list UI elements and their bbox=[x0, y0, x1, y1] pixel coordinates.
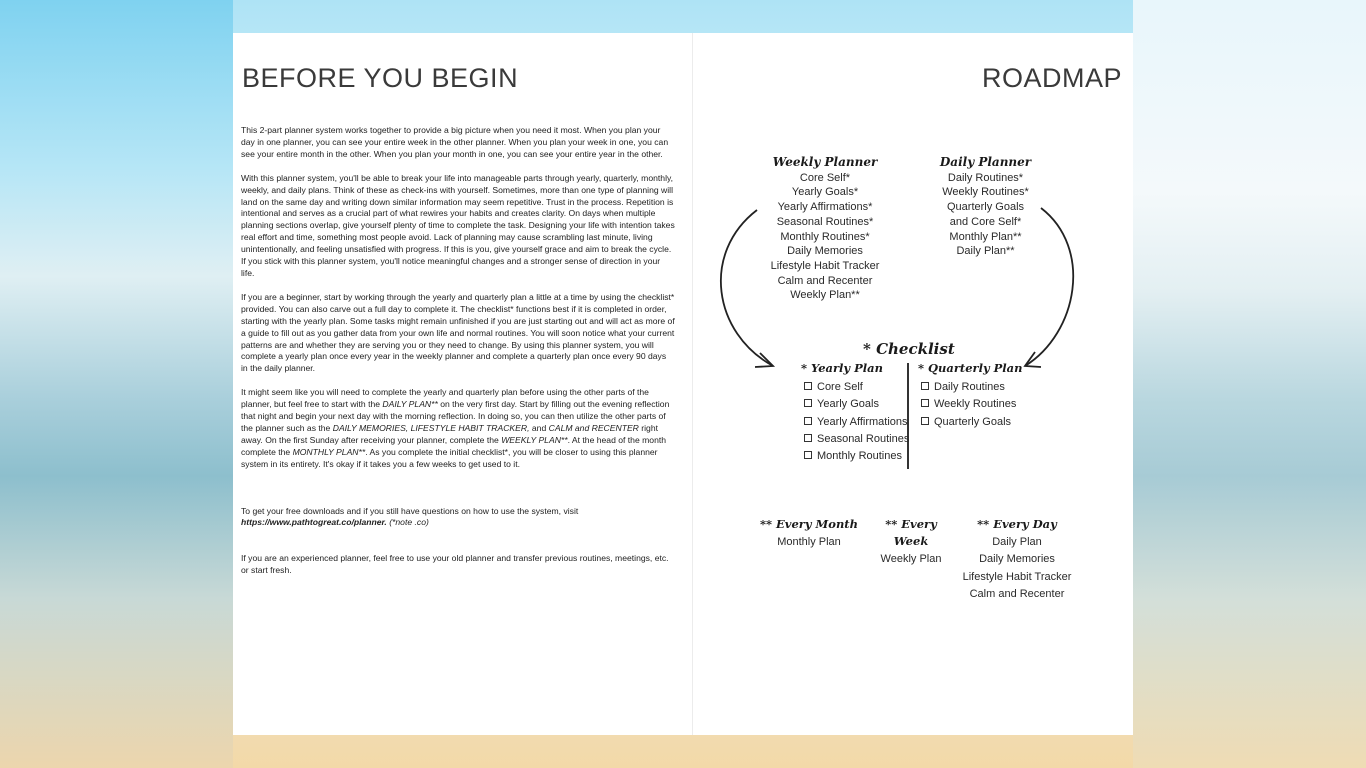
list-item: Daily Plan bbox=[992, 536, 1042, 549]
list-item: Weekly Plan bbox=[880, 553, 942, 566]
paragraph-start: It might seem like you will need to complete the yearly and quarterly plan before using the other parts of the planner, but feel free to start with the DAILY PLAN** on the very first day. Start by filling out the evening reflection that night and begin your next day with the morning reflection. In doing so, you can then utilize the other parts of the planner such as the DAILY MEMORIES, LIFESTYLE HABIT TRACKER, and CALM and RECENTER right away. On the first Sunday after receiving your planner, complete the WEEKLY PLAN**. At the head of the month complete the MONTHLY PLAN**. As you complete the initial checklist*, you will be closer to using this planner system in its entirety. It's okay if it takes you a few weeks to get used to it. bbox=[241, 387, 670, 469]
weekly-planner-column bbox=[753, 155, 897, 303]
quarterly-plan-heading: * Quarterly Plan bbox=[918, 361, 1023, 375]
paragraph-beginner: If you are a beginner, start by working through the yearly and quarterly plan a little at a time by using the checklist* provided. You can also carve out a full day to complete it. The checklist* functions best if it is completed in order, starting with the yearly plan. Some tasks might remain unfinished if you are just starting out and will act as more of a guide to fill out as you gather data from your own life and normal routines. You will soon notice what your current patterns are and whether they are serving you or they need to change. By using this planner system, you will complete a yearly plan once every year in the weekly planner and complete a quarterly plan once every 90 days in the daily planner. bbox=[241, 291, 675, 374]
paragraph-downloads: To get your free downloads and if you still have questions on how to use the system, visit https://www.pathtogreat.co/planner. (*note .co) bbox=[241, 505, 579, 528]
list-item: Calm and Recenter bbox=[969, 587, 1065, 600]
checkbox-icon[interactable] bbox=[921, 399, 929, 407]
list-item: Weekly Routines* bbox=[942, 186, 1029, 199]
checklist-item[interactable]: Weekly Routines bbox=[921, 396, 1016, 413]
checklist-title: * Checklist bbox=[863, 340, 955, 358]
list-item: Seasonal Routines* bbox=[776, 215, 874, 228]
every-month-heading: ** Every Month bbox=[760, 517, 858, 531]
checkbox-icon[interactable] bbox=[804, 451, 812, 459]
list-item: Lifestyle Habit Tracker bbox=[962, 570, 1072, 583]
weekly-planner-heading: Weekly Planner bbox=[772, 155, 878, 169]
list-item: Monthly Plan bbox=[777, 536, 841, 549]
list-item: Monthly Plan** bbox=[949, 230, 1022, 243]
checklist-item[interactable]: Seasonal Routines bbox=[804, 431, 909, 448]
every-month-column bbox=[759, 516, 859, 551]
every-week-heading: ** Every Week bbox=[885, 517, 937, 549]
checkbox-icon[interactable] bbox=[921, 382, 929, 390]
list-item: Weekly Plan** bbox=[790, 289, 860, 302]
daily-planner-heading: Daily Planner bbox=[939, 155, 1032, 169]
planner-spread bbox=[233, 33, 1133, 735]
every-day-heading: ** Every Day bbox=[977, 517, 1057, 531]
yearly-plan-checklist bbox=[804, 379, 909, 465]
list-item: Monthly Routines* bbox=[780, 230, 870, 243]
list-item: Yearly Goals* bbox=[791, 186, 859, 199]
paragraph-intro: This 2-part planner system works together to provide a big picture when you need it most. When you plan your day in one planner, you can see your entire week in the other planner. When you plan your week in one, you can see your entire month in the other. When you plan your month in one, you can see your entire year in the other. bbox=[241, 125, 669, 159]
list-item: Calm and Recenter bbox=[777, 274, 873, 287]
list-item: and Core Self* bbox=[949, 215, 1022, 228]
list-item: Lifestyle Habit Tracker bbox=[770, 259, 880, 272]
checkbox-icon[interactable] bbox=[804, 382, 812, 390]
list-item: Daily Routines* bbox=[947, 171, 1024, 184]
left-page-title: BEFORE YOU BEGIN bbox=[242, 63, 519, 93]
paragraph-system: With this planner system, you'll be able to break your life into manageable parts through yearly, quarterly, monthly, weekly, and daily plans. Think of these as check-ins with yourself. Sometimes, more than one type of planning will land on the same day and writing down similar information may seem repetitive. Trust in the process. Repetition is intentional and serves as a crucial part of what rewires your habits and creates clarity. On days when multiple planning sections overlap, give yourself plenty of time to complete the task. Designing your life with intention takes real effort and time, something most people avoid. Lack of planning may cause scrambling last minute, living unintentionally, and feeling unsatisfied with progress. If this is you, give yourself grace and aim to break the cycle. If you stick with this planner system, you'll notice meaningful changes and a stronger sense of direction in your life. bbox=[241, 172, 675, 278]
list-item: Quarterly Goals bbox=[946, 201, 1025, 214]
list-item: Daily Plan** bbox=[956, 245, 1015, 258]
checkbox-icon[interactable] bbox=[804, 434, 812, 442]
checkbox-icon[interactable] bbox=[921, 417, 929, 425]
background-right bbox=[1133, 0, 1366, 768]
every-day-column bbox=[955, 516, 1079, 603]
list-item: Yearly Affirmations* bbox=[777, 201, 873, 214]
checklist-item[interactable]: Core Self bbox=[804, 379, 909, 396]
yearly-plan-heading: * Yearly Plan bbox=[801, 361, 883, 375]
paragraph-experienced: If you are an experienced planner, feel free to use your old planner and transfer previous routines, meetings, etc. or start fresh. bbox=[241, 553, 669, 576]
quarterly-plan-checklist bbox=[921, 379, 1016, 431]
checklist-item[interactable]: Yearly Goals bbox=[804, 396, 909, 413]
list-item: Core Self* bbox=[799, 171, 851, 184]
daily-planner-column bbox=[918, 155, 1053, 259]
downloads-link[interactable]: https://www.pathtogreat.co/planner. bbox=[241, 517, 387, 528]
right-page-title: ROADMAP bbox=[981, 63, 1122, 93]
every-week-column bbox=[866, 516, 956, 569]
checklist-item[interactable]: Daily Routines bbox=[921, 379, 1016, 396]
checkbox-icon[interactable] bbox=[804, 417, 812, 425]
checkbox-icon[interactable] bbox=[804, 399, 812, 407]
checklist-item[interactable]: Yearly Affirmations bbox=[804, 414, 909, 431]
list-item: Daily Memories bbox=[979, 553, 1055, 566]
background-left bbox=[0, 0, 233, 768]
checklist-item[interactable]: Monthly Routines bbox=[804, 448, 909, 465]
checklist-item[interactable]: Quarterly Goals bbox=[921, 414, 1016, 431]
list-item: Daily Memories bbox=[787, 245, 863, 258]
